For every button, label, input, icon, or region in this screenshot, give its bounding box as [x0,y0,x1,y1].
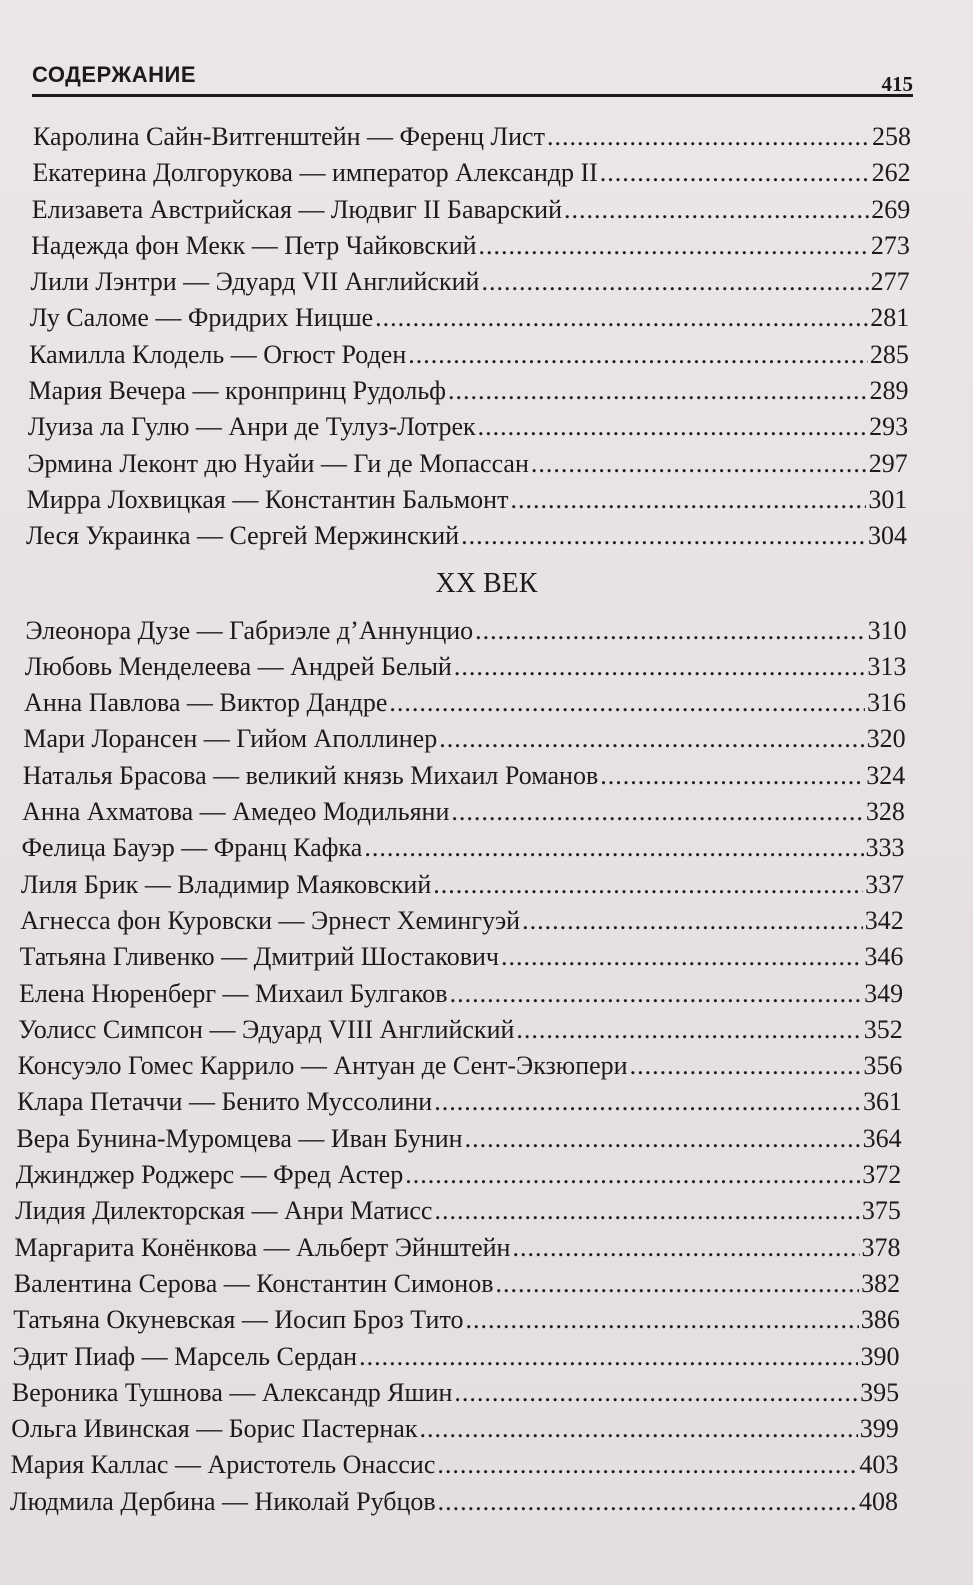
toc-entry-leader-dots [437,1447,857,1483]
toc-entry-page-number: 285 [869,339,909,369]
toc-entry-leader-dots [419,1411,857,1447]
toc-entry-leader-dots [475,613,866,649]
toc-entry-title: Елена Нюренберг — Михаил Булгаков [18,978,448,1008]
toc-entry [0,830,973,866]
toc-entry [0,373,973,409]
toc-entry-leader-dots [359,1339,858,1375]
toc-entry-page-number: 378 [861,1232,901,1262]
toc-entry [0,518,973,554]
toc-entry [0,1230,973,1266]
toc-entry-leader-dots [510,482,866,518]
table-of-contents [0,119,973,1520]
toc-entry-title: Маргарита Конёнкова — Альберт Эйнштейн [14,1232,511,1262]
toc-entry-page-number: 324 [866,760,906,790]
toc-entry-leader-dots [522,903,863,939]
toc-entry-title: Вера Бунина-Муромцева — Иван Бунин [16,1123,463,1153]
toc-entry-leader-dots [547,119,870,155]
toc-entry [0,685,973,721]
toc-entry [0,867,973,903]
toc-entry-title: Клара Петаччи — Бенито Муссолини [17,1087,433,1117]
toc-entry-leader-dots [439,721,864,757]
toc-entry-title: Ольга Ивинская — Борис Пастернак [11,1414,418,1444]
toc-entry-leader-dots [461,518,866,554]
toc-entry-page-number: 297 [868,448,908,478]
toc-entry-leader-dots [448,373,867,409]
toc-entry-title: Вероника Тушнова — Александр Яшин [11,1377,453,1407]
toc-entry-page-number: 304 [868,521,908,551]
toc-entry-page-number: 399 [859,1414,899,1444]
toc-entry-title: Екатерина Долгорукова — император Александр II [32,158,598,188]
toc-entry-page-number: 337 [865,869,905,899]
toc-entry-leader-dots [389,685,865,721]
toc-entry-title: Любовь Менделеева — Андрей Белый [24,651,452,681]
toc-entry-title: Мария Каллас — Аристотель Онассис [10,1450,436,1480]
section-heading-xx-century: XX ВЕК [435,567,538,599]
toc-entry-title: Мирра Лохвицкая — Константин Бальмонт [26,484,509,514]
toc-entry-leader-dots [433,867,863,903]
toc-entry [0,300,973,336]
toc-entry-page-number: 269 [871,194,911,224]
toc-entry-leader-dots [516,1012,861,1048]
toc-entry [0,1302,973,1338]
running-head [32,58,913,97]
toc-entry-page-number: 258 [872,122,911,151]
toc-entry-page-number: 349 [864,978,904,1008]
toc-entry [0,758,973,794]
toc-entry [0,939,973,975]
toc-entry-title: Надежда фон Мекк — Петр Чайковский [31,230,477,260]
toc-entry-title: Мария Вечера — кронпринц Рудольф [28,376,447,406]
toc-entry-title: Анна Павлова — Виктор Дандре [24,688,388,718]
toc-entry [0,337,973,373]
toc-entry-title: Наталья Брасова — великий князь Михаил Романов [22,760,599,790]
toc-entry-title: Джинджер Роджерс — Фред Астер [15,1160,404,1190]
toc-entry-page-number: 382 [861,1268,901,1298]
toc-entry [0,1193,973,1229]
toc-entry [0,721,973,757]
toc-entry [0,1339,973,1375]
toc-entry [0,1084,973,1120]
toc-entry-page-number: 403 [859,1450,899,1480]
toc-entry [0,1012,973,1048]
toc-entry [0,903,973,939]
toc-entry [0,228,973,264]
toc-entry-page-number: 301 [868,484,908,514]
toc-entry [0,976,973,1012]
toc-entry-page-number: 316 [866,688,906,718]
toc-entry-page-number: 390 [860,1341,900,1371]
toc-entry-leader-dots [405,1157,860,1193]
toc-entry-page-number: 333 [865,833,905,863]
toc-entry-leader-dots [481,264,868,300]
toc-entry [0,1375,973,1411]
toc-entry-title: Луиза ла Гулю — Анри де Тулуз-Лотрек [27,412,476,442]
toc-entry-page-number: 352 [863,1014,903,1044]
toc-entry-page-number: 386 [860,1305,900,1335]
toc-entry [0,794,973,830]
toc-entry-leader-dots [454,1375,858,1411]
toc-entry-title: Каролина Сайн-Витгенштейн — Ференц Лист [33,122,545,151]
toc-entry-page-number: 356 [863,1051,903,1081]
toc-entry-title: Елизавета Австрийская — Людвиг II Баварский [31,194,562,224]
toc-entry-title: Консуэло Гомес Каррило — Антуан де Сент-Экзюпери [17,1051,628,1081]
toc-entry [0,649,973,685]
toc-entry-title: Валентина Серова — Константин Симонов [13,1268,494,1298]
toc-entry [0,155,973,191]
toc-entry-page-number: 313 [867,651,907,681]
page-number: 415 [881,72,913,96]
toc-entry-title: Лидия Дилекторская — Анри Матисс [15,1196,433,1226]
toc-entry-leader-dots [600,758,864,794]
toc-entry-leader-dots [600,155,870,191]
toc-entry [0,264,973,300]
toc-entry-leader-dots [630,1048,862,1084]
toc-entry-leader-dots [454,649,865,685]
toc-entry-page-number: 395 [860,1377,900,1407]
toc-group-nineteenth-century [0,119,973,555]
toc-entry [0,613,973,649]
toc-entry-leader-dots [364,830,863,866]
toc-entry-title: Уолисс Симпсон — Эдуард VIII Английский [18,1014,515,1044]
toc-entry [0,1266,973,1302]
toc-entry-leader-dots [501,939,862,975]
toc-entry-title: Людмила Дербина — Николай Рубцов [10,1486,436,1516]
toc-entry-page-number: 289 [869,376,909,406]
toc-entry [0,1411,973,1447]
toc-entry-title: Агнесса фон Куровски — Эрнест Хемингуэй [20,905,521,935]
toc-entry-title: Фелица Бауэр — Франц Кафка [21,833,363,863]
toc-entry-title: Камилла Клодель — Огюст Роден [29,339,407,369]
toc-entry-leader-dots [438,1484,857,1520]
toc-group-twentieth-century [0,613,973,1520]
toc-entry [0,1048,973,1084]
toc-entry-page-number: 361 [862,1087,902,1117]
toc-entry-page-number: 262 [871,158,911,188]
toc-entry-title: Эдит Пиаф — Марсель Сердан [12,1341,358,1371]
toc-entry-page-number: 342 [864,905,904,935]
toc-entry-page-number: 310 [867,615,907,645]
toc-entry-leader-dots [496,1266,860,1302]
toc-entry-title: Мари Лорансен — Гийом Аполлинер [23,724,438,754]
toc-entry-leader-dots [375,300,868,336]
toc-entry-leader-dots [479,228,869,264]
toc-entry-title: Лу Саломе — Фридрих Ницше [29,303,374,333]
toc-entry-title: Лиля Брик — Владимир Маяковский [20,869,432,899]
toc-entry-title: Элеонора Дузе — Габриэле д’Аннунцио [25,615,474,645]
toc-entry [0,1447,973,1483]
toc-entry-page-number: 293 [869,412,909,442]
toc-entry-leader-dots [478,409,868,445]
toc-entry-title: Лили Лэнтри — Эдуард VII Английский [30,267,480,297]
toc-entry-leader-dots [450,976,863,1012]
toc-entry-page-number: 328 [865,797,905,827]
toc-entry-leader-dots [434,1084,861,1120]
toc-entry-leader-dots [465,1121,861,1157]
toc-entry [0,446,973,482]
toc-entry-page-number: 346 [864,942,904,972]
toc-entry-page-number: 372 [862,1160,902,1190]
toc-entry [0,192,973,228]
toc-entry-leader-dots [465,1302,858,1338]
toc-entry-leader-dots [531,446,867,482]
toc-entry-leader-dots [451,794,864,830]
toc-entry [0,1484,973,1520]
toc-entry [0,1157,973,1193]
toc-entry-page-number: 408 [859,1486,898,1516]
toc-entry [0,119,973,155]
toc-entry-leader-dots [564,192,869,228]
toc-entry-title: Эрмина Леконт дю Нуайи — Ги де Мопассан [27,448,529,478]
toc-entry-page-number: 364 [862,1123,902,1153]
toc-entry-page-number: 277 [870,267,910,297]
toc-entry-title: Татьяна Гливенко — Дмитрий Шостакович [19,942,499,972]
toc-entry-page-number: 375 [861,1196,901,1226]
toc-entry [0,1121,973,1157]
running-head-title: СОДЕРЖАНИЕ [32,62,197,87]
toc-entry-page-number: 273 [870,230,910,260]
toc-entry-page-number: 281 [870,303,910,333]
toc-entry-title: Анна Ахматова — Амедео Модильяни [22,797,450,827]
toc-entry-page-number: 320 [866,724,906,754]
toc-entry [0,482,973,518]
toc-entry-leader-dots [434,1193,859,1229]
toc-entry-leader-dots [512,1230,859,1266]
toc-entry-title: Татьяна Окуневская — Иосип Броз Тито [13,1305,464,1335]
toc-entry-title: Леся Украинка — Сергей Мержинский [25,521,460,551]
toc-entry [0,409,973,445]
toc-entry-leader-dots [408,337,868,373]
